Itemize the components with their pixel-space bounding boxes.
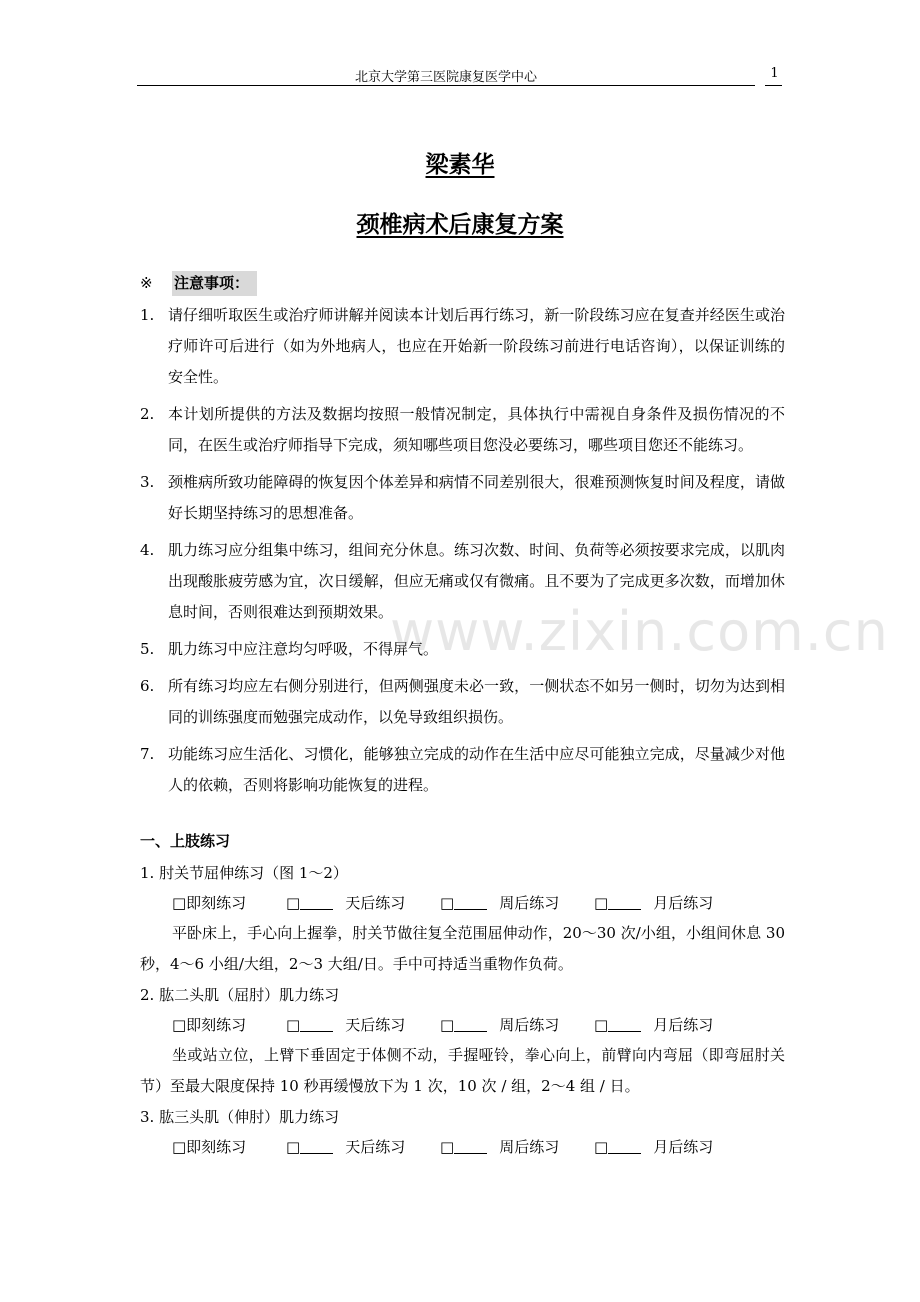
item-number: 5. xyxy=(140,640,155,658)
list-item xyxy=(140,467,785,529)
page-number: 1 xyxy=(770,66,779,81)
list-item xyxy=(140,300,785,393)
reference-mark-icon: ※ xyxy=(140,274,153,292)
section-heading: 一、上肢练习 xyxy=(140,832,231,850)
blank-field[interactable] xyxy=(454,1139,487,1154)
option-label: 月后练习 xyxy=(653,894,714,912)
item-text: 请仔细听取医生或治疗师讲解并阅读本计划后再行练习，新一阶段练习应在复查并经医生或治疗师许可后进行（如为外地病人，也应在开始新一阶段练习前进行电话咨询），以保证训练的安全性。 xyxy=(168,306,785,386)
option-months-checkbox[interactable] xyxy=(594,1132,713,1162)
checkbox-icon: □ xyxy=(286,1138,301,1156)
option-now-checkbox[interactable]: □即刻练习 xyxy=(172,1138,247,1156)
option-now-checkbox[interactable]: □即刻练习 xyxy=(172,894,247,912)
option-days-checkbox[interactable] xyxy=(286,1010,440,1040)
exercise-list xyxy=(140,858,785,1162)
option-months-checkbox[interactable] xyxy=(594,1010,713,1040)
blank-field[interactable] xyxy=(608,1017,641,1032)
exercise-title: 2. 肱二头肌（屈肘）肌力练习 xyxy=(140,986,340,1004)
option-label: 月后练习 xyxy=(653,1016,714,1034)
document-title: 颈椎病术后康复方案 xyxy=(356,212,564,238)
blank-field[interactable] xyxy=(300,1139,333,1154)
blank-field[interactable] xyxy=(608,895,641,910)
exercise-title: 1. 肘关节屈伸练习（图 1～2） xyxy=(140,864,348,882)
blank-field[interactable] xyxy=(300,1017,333,1032)
exercise-description: 平卧床上，手心向上握拳，肘关节做往复全范围屈伸动作，20～30 次/小组，小组间休息 30 秒，4～6 小组/大组，2～3 大组/日。手中可持适当重物作负荷。 xyxy=(140,924,785,973)
item-text: 所有练习均应左右侧分别进行，但两侧强度未必一致，一侧状态不如另一侧时，切勿为达到相同的训练强度而勉强完成动作，以免导致组织损伤。 xyxy=(168,677,785,726)
checkbox-icon: □ xyxy=(594,1138,609,1156)
item-number: 3. xyxy=(140,473,155,491)
author-name: 梁素华 xyxy=(425,152,495,178)
checkbox-icon: □ xyxy=(286,894,301,912)
checkbox-icon: □ xyxy=(440,1138,455,1156)
item-text: 颈椎病所致功能障碍的恢复因个体差异和病情不同差别很大，很难预测恢复时间及程度，请做好长期坚持练习的思想准备。 xyxy=(168,473,785,522)
list-item xyxy=(140,739,785,801)
option-label: 周后练习 xyxy=(499,1138,560,1156)
option-label: 周后练习 xyxy=(499,1016,560,1034)
schedule-options xyxy=(140,1010,785,1040)
notice-label: 注意事项： xyxy=(172,271,257,296)
notice-list xyxy=(140,300,785,807)
header-rule xyxy=(137,85,755,86)
item-number: 4. xyxy=(140,541,155,559)
option-weeks-checkbox[interactable] xyxy=(440,888,594,918)
list-item xyxy=(140,399,785,461)
checkbox-icon: □ xyxy=(286,1016,301,1034)
watermark: www.zixin.com.cn xyxy=(390,600,889,663)
option-days-checkbox[interactable] xyxy=(286,888,440,918)
option-days-checkbox[interactable] xyxy=(286,1132,440,1162)
exercise-description: 坐或站立位，上臂下垂固定于体侧不动，手握哑铃，拳心向上，前臂向内弯屈（即弯屈肘关节）至最大限度保持 10 秒再缓慢放下为 1 次，10 次 / 组，2～4 组 / 日。 xyxy=(140,1046,785,1095)
option-now-checkbox[interactable]: □即刻练习 xyxy=(172,1016,247,1034)
blank-field[interactable] xyxy=(454,895,487,910)
blank-field[interactable] xyxy=(454,1017,487,1032)
item-text: 本计划所提供的方法及数据均按照一般情况制定，具体执行中需视自身条件及损伤情况的不同，在医生或治疗师指导下完成，须知哪些项目您没必要练习，哪些项目您还不能练习。 xyxy=(168,405,785,454)
item-number: 6. xyxy=(140,677,155,695)
item-text: 功能练习应生活化、习惯化，能够独立完成的动作在生活中应尽可能独立完成，尽量减少对他人的依赖，否则将影响功能恢复的进程。 xyxy=(168,745,785,794)
page-header xyxy=(137,66,782,86)
item-number: 7. xyxy=(140,745,155,763)
checkbox-icon: □ xyxy=(440,1016,455,1034)
list-item xyxy=(140,671,785,733)
checkbox-icon: □ xyxy=(594,1016,609,1034)
option-label: 周后练习 xyxy=(499,894,560,912)
checkbox-icon: □ xyxy=(440,894,455,912)
blank-field[interactable] xyxy=(608,1139,641,1154)
item-number: 2. xyxy=(140,405,155,423)
header-rule-short xyxy=(765,85,782,86)
item-number: 1. xyxy=(140,306,155,324)
option-label: 月后练习 xyxy=(653,1138,714,1156)
exercise-title: 3. 肱三头肌（伸肘）肌力练习 xyxy=(140,1108,340,1126)
blank-field[interactable] xyxy=(300,895,333,910)
schedule-options xyxy=(140,1132,785,1162)
option-weeks-checkbox[interactable] xyxy=(440,1132,594,1162)
notice-heading xyxy=(140,272,257,293)
option-label: 天后练习 xyxy=(345,1016,406,1034)
option-label: 天后练习 xyxy=(345,894,406,912)
header-title: 北京大学第三医院康复医学中心 xyxy=(354,70,537,85)
schedule-options xyxy=(140,888,785,918)
option-label: 天后练习 xyxy=(345,1138,406,1156)
option-months-checkbox[interactable] xyxy=(594,888,713,918)
item-text: 肌力练习中应注意均匀呼吸，不得屏气。 xyxy=(168,640,439,658)
checkbox-icon: □ xyxy=(594,894,609,912)
item-text: 肌力练习应分组集中练习，组间充分休息。练习次数、时间、负荷等必须按要求完成，以肌肉出现酸胀疲劳感为宜，次日缓解，但应无痛或仅有微痛。且不要为了完成更多次数，而增加休息时间，否则很难达到预期效果。 xyxy=(168,541,785,621)
option-weeks-checkbox[interactable] xyxy=(440,1010,594,1040)
